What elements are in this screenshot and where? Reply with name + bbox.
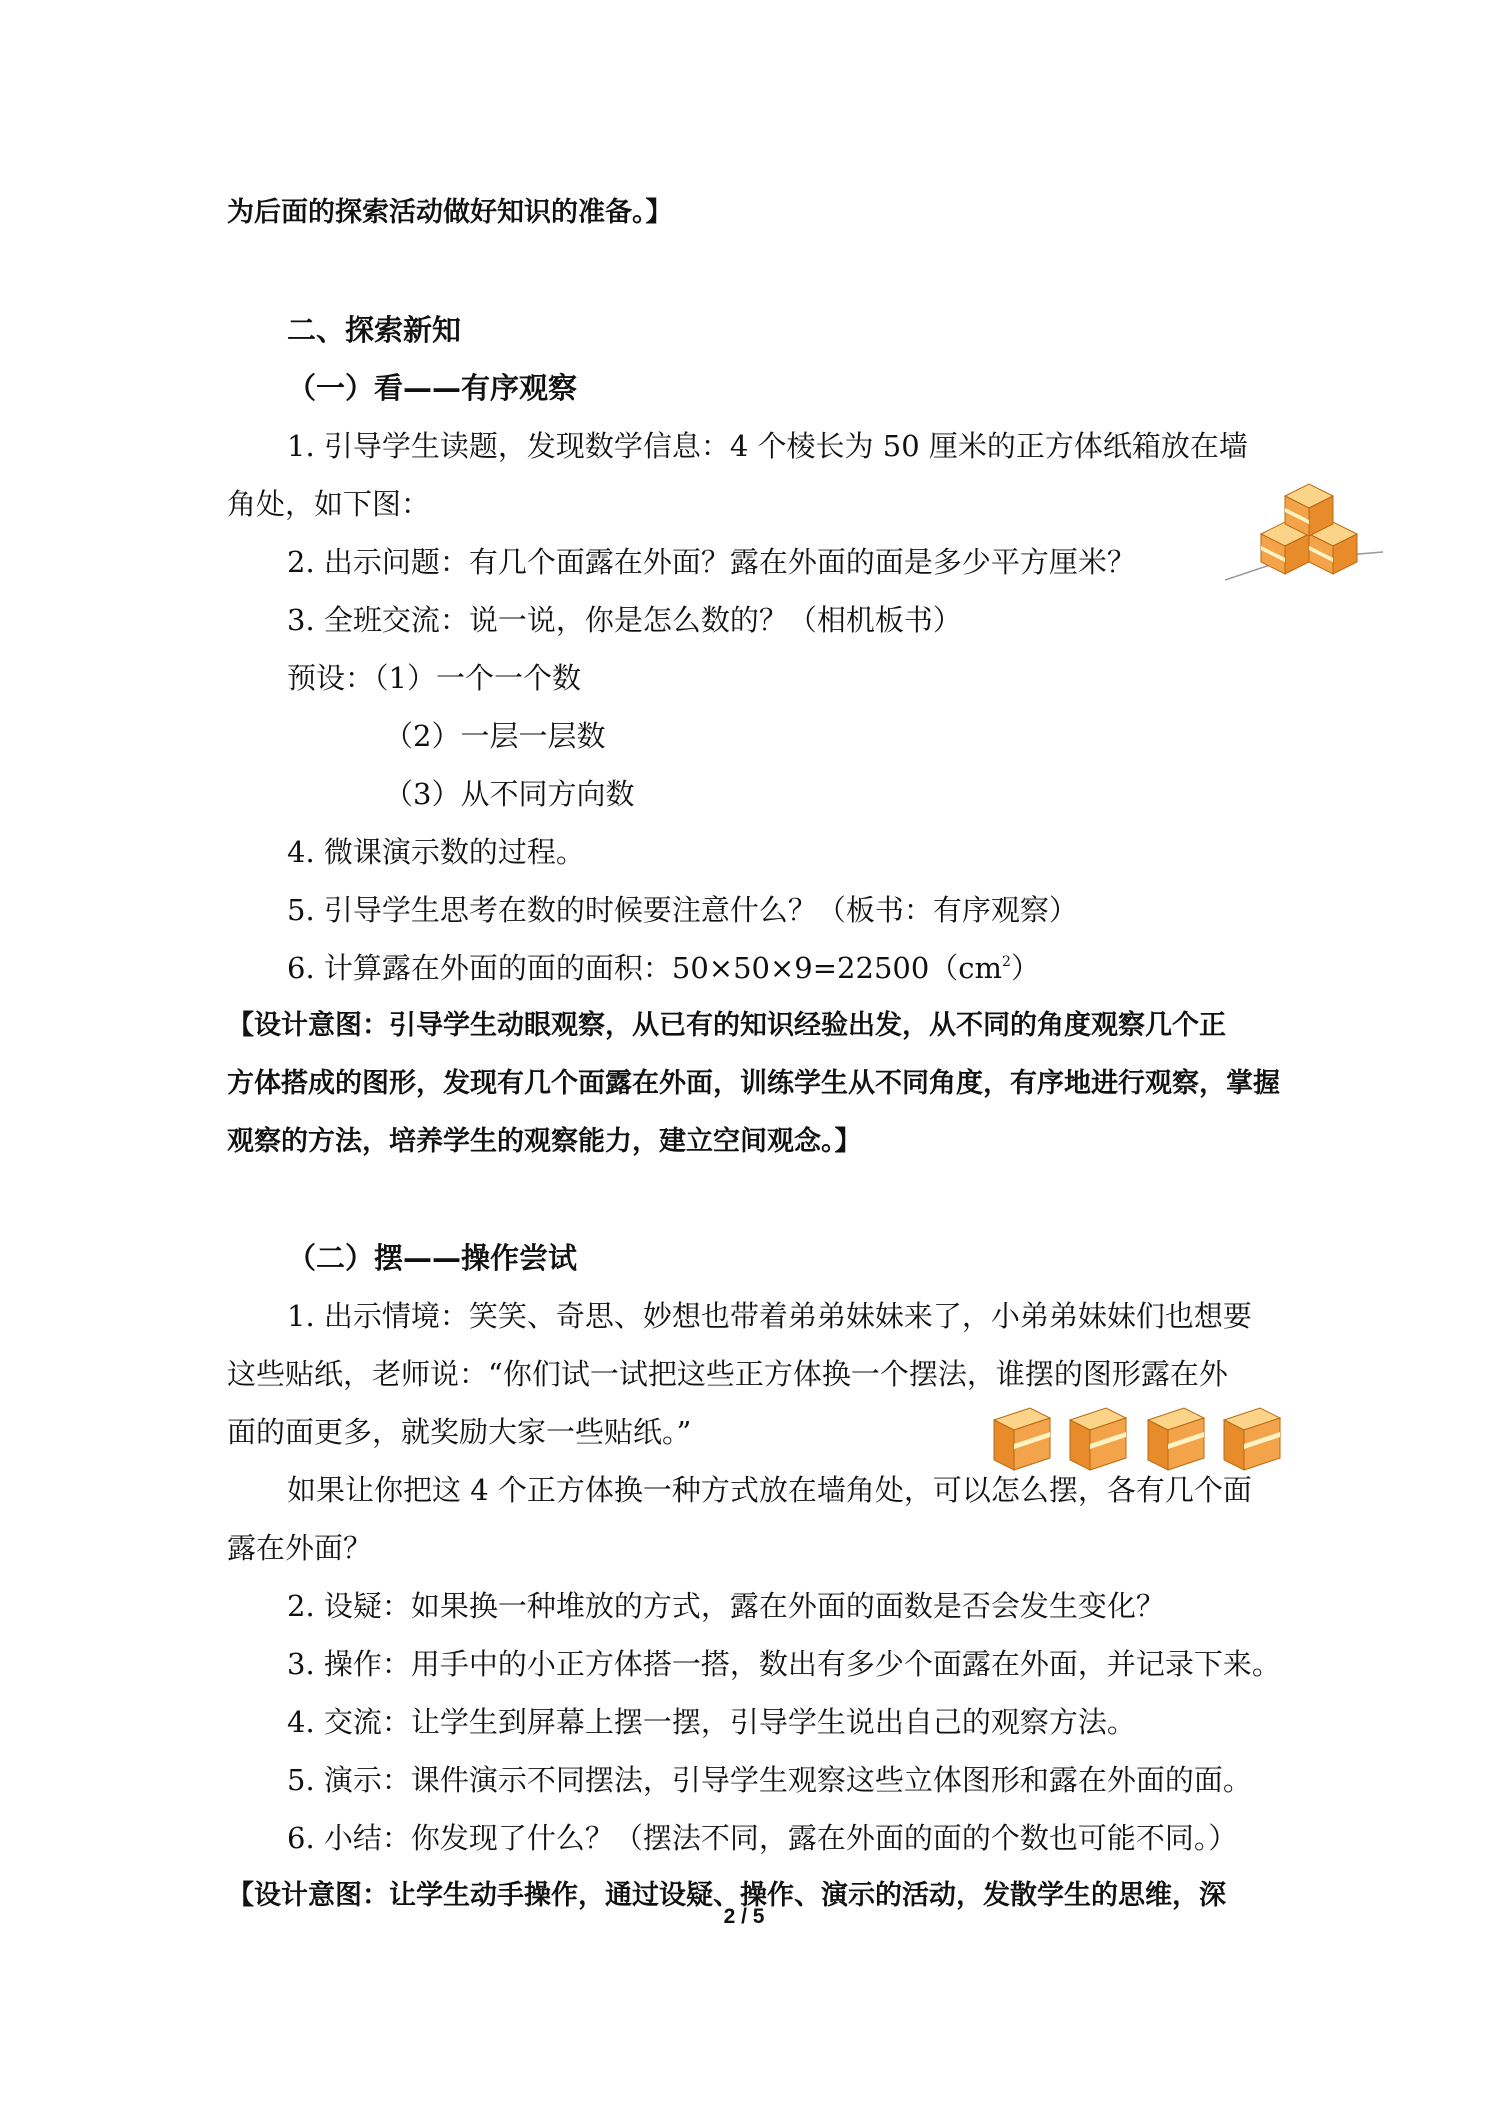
section-title: 二、探索新知 xyxy=(287,313,462,347)
area-formula xyxy=(287,948,1040,988)
preset-item: 预设：（1）一个一个数 xyxy=(287,661,581,695)
subsection-title-observe: （一）看——有序观察 xyxy=(287,371,578,405)
paragraph: 2. 设疑：如果换一种堆放的方式，露在外面的面数是否会发生变化？ xyxy=(287,1589,1165,1623)
page-number: 2 / 5 xyxy=(723,1905,765,1928)
paragraph: 这些贴纸，老师说：“你们试一试把这些正方体换一个摆法，谁摆的图形露在外 xyxy=(227,1357,1228,1391)
paragraph: 面的面更多，就奖励大家一些贴纸。” xyxy=(227,1415,692,1449)
paragraph: 2. 出示问题：有几个面露在外面？露在外面的面是多少平方厘米？ xyxy=(287,545,1136,579)
design-note: 方体搭成的图形，发现有几个面露在外面，训练学生从不同角度，有序地进行观察，掌握 xyxy=(227,1068,1280,1099)
subsection-title-arrange: （二）摆——操作尝试 xyxy=(287,1241,578,1275)
four-boxes-illustration xyxy=(990,1400,1290,1480)
design-note: 【设计意图：引导学生动眼观察，从已有的知识经验出发，从不同的角度观察几个正 xyxy=(227,1010,1226,1041)
paragraph: 4. 交流：让学生到屏幕上摆一摆，引导学生说出自己的观察方法。 xyxy=(287,1705,1136,1739)
design-note: 观察的方法，培养学生的观察能力，建立空间观念。】 xyxy=(227,1126,862,1157)
paragraph: 露在外面？ xyxy=(227,1531,373,1565)
stacked-boxes-illustration xyxy=(1225,470,1385,585)
paragraph: 1. 引导学生读题，发现数学信息：4 个棱长为 50 厘米的正方体纸箱放在墙 xyxy=(287,429,1248,463)
paragraph: 5. 引导学生思考在数的时候要注意什么？（板书：有序观察） xyxy=(287,893,1078,927)
preset-item: （3）从不同方向数 xyxy=(384,777,635,811)
intro-note-end: 为后面的探索活动做好知识的准备。】 xyxy=(227,197,673,228)
paragraph: 3. 操作：用手中的小正方体搭一搭，数出有多少个面露在外面，并记录下来。 xyxy=(287,1647,1281,1681)
paragraph: 6. 小结：你发现了什么？（摆法不同，露在外面的面的个数也可能不同。） xyxy=(287,1821,1238,1855)
paragraph: 1. 出示情境：笑笑、奇思、妙想也带着弟弟妹妹来了，小弟弟妹妹们也想要 xyxy=(287,1299,1252,1333)
design-note: 【设计意图：让学生动手操作，通过设疑、操作、演示的活动，发散学生的思维，深 xyxy=(227,1880,1226,1911)
paragraph: 4. 微课演示数的过程。 xyxy=(287,835,585,869)
formula-exponent: 2 xyxy=(1002,954,1011,970)
paragraph: 5. 演示：课件演示不同摆法，引导学生观察这些立体图形和露在外面的面。 xyxy=(287,1763,1252,1797)
formula-text: 6. 计算露在外面的面的面积：50×50×9=22500（cm xyxy=(287,951,1003,985)
paragraph: 角处，如下图： xyxy=(227,487,431,521)
paragraph: 如果让你把这 4 个正方体换一种方式放在墙角处，可以怎么摆，各有几个面 xyxy=(287,1473,1252,1507)
preset-item: （2）一层一层数 xyxy=(384,719,606,753)
paragraph: 3. 全班交流：说一说，你是怎么数的？（相机板书） xyxy=(287,603,962,637)
formula-close: ） xyxy=(1010,951,1040,985)
